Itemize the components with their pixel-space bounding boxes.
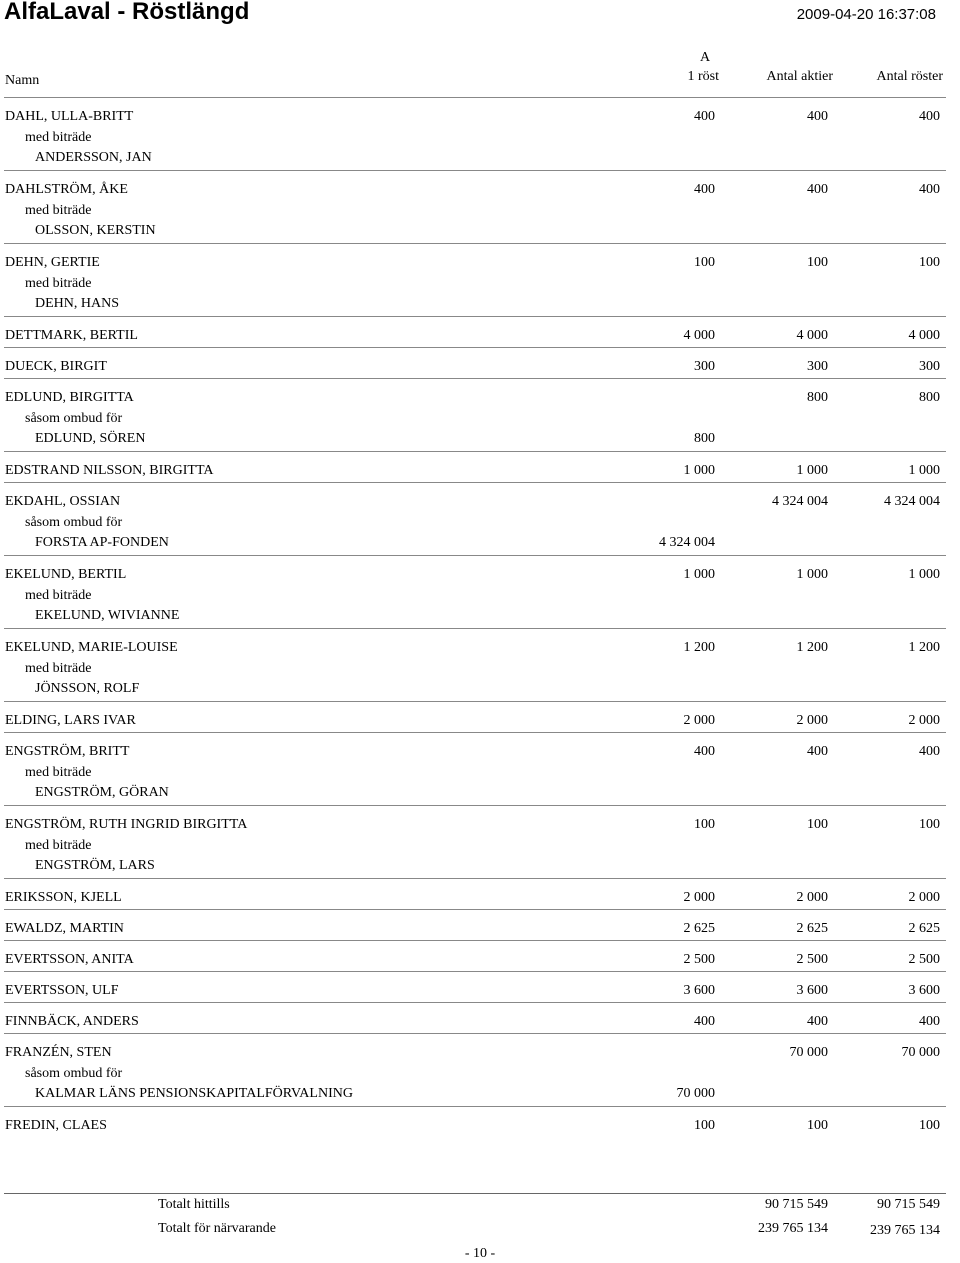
antal-aktier-value: 4 000 xyxy=(796,328,828,343)
total-sofar-shares: 90 715 549 xyxy=(765,1197,828,1212)
column-header-antal-aktier: Antal aktier xyxy=(766,69,833,84)
antal-aktier-value: 400 xyxy=(807,182,828,197)
row-divider xyxy=(4,878,946,879)
antal-aktier-value: 400 xyxy=(807,109,828,124)
antal-roster-value: 300 xyxy=(919,359,940,374)
antal-roster-value: 70 000 xyxy=(901,1045,940,1060)
holder-name: FRANZÉN, STEN xyxy=(5,1045,112,1060)
holder-name: DAHLSTRÖM, ÅKE xyxy=(5,182,128,197)
antal-aktier-value: 2 500 xyxy=(796,952,828,967)
holder-name: DETTMARK, BERTIL xyxy=(5,328,138,343)
row-divider xyxy=(4,971,946,972)
row-divider xyxy=(4,451,946,452)
antal-roster-value: 400 xyxy=(919,109,940,124)
antal-aktier-value: 1 200 xyxy=(796,640,828,655)
antal-roster-value: 100 xyxy=(919,255,940,270)
holder-name: FREDIN, CLAES xyxy=(5,1118,107,1133)
representation-role: med biträde xyxy=(25,661,92,676)
column-header-1-rost: 1 röst xyxy=(687,69,719,84)
row-divider xyxy=(4,1106,946,1107)
row-divider xyxy=(4,316,946,317)
representation-role: såsom ombud för xyxy=(25,1066,123,1081)
row-divider xyxy=(4,940,946,941)
page-title: AlfaLaval - Röstlängd xyxy=(4,0,250,25)
antal-aktier-value: 70 000 xyxy=(789,1045,828,1060)
a-1-rost-value: 2 625 xyxy=(683,921,715,936)
antal-roster-value: 3 600 xyxy=(908,983,940,998)
represented-name: FORSTA AP-FONDEN xyxy=(35,535,169,550)
a-1-rost-value: 3 600 xyxy=(683,983,715,998)
represented-name: OLSSON, KERSTIN xyxy=(35,223,156,238)
represented-name: KALMAR LÄNS PENSIONSKAPITALFÖRVALNING xyxy=(35,1086,353,1101)
antal-roster-value: 800 xyxy=(919,390,940,405)
a-1-rost-value: 100 xyxy=(694,817,715,832)
antal-roster-value: 2 000 xyxy=(908,713,940,728)
row-divider xyxy=(4,909,946,910)
antal-aktier-value: 100 xyxy=(807,817,828,832)
represented-name: EDLUND, SÖREN xyxy=(35,431,146,446)
page-number: - 10 - xyxy=(464,1246,496,1261)
row-divider xyxy=(4,378,946,379)
antal-aktier-value: 2 000 xyxy=(796,713,828,728)
holder-name: EVERTSSON, ULF xyxy=(5,983,119,998)
row-divider xyxy=(4,482,946,483)
a-1-rost-value: 400 xyxy=(694,109,715,124)
antal-roster-value: 400 xyxy=(919,182,940,197)
represented-a-1-rost-value: 800 xyxy=(694,431,715,446)
antal-aktier-value: 100 xyxy=(807,255,828,270)
column-header-a: A xyxy=(700,50,711,65)
row-divider xyxy=(4,1002,946,1003)
a-1-rost-value: 2 000 xyxy=(683,890,715,905)
a-1-rost-value: 2 000 xyxy=(683,713,715,728)
holder-name: EVERTSSON, ANITA xyxy=(5,952,134,967)
holder-name: EKELUND, BERTIL xyxy=(5,567,127,582)
a-1-rost-value: 1 000 xyxy=(683,567,715,582)
holder-name: ENGSTRÖM, BRITT xyxy=(5,744,130,759)
antal-aktier-value: 2 000 xyxy=(796,890,828,905)
a-1-rost-value: 1 200 xyxy=(683,640,715,655)
row-divider xyxy=(4,555,946,556)
antal-roster-value: 4 324 004 xyxy=(884,494,940,509)
a-1-rost-value: 300 xyxy=(694,359,715,374)
holder-name: DAHL, ULLA-BRITT xyxy=(5,109,134,124)
holder-name: FINNBÄCK, ANDERS xyxy=(5,1014,139,1029)
holder-name: ENGSTRÖM, RUTH INGRID BIRGITTA xyxy=(5,817,248,832)
representation-role: med biträde xyxy=(25,838,92,853)
holder-name: EDLUND, BIRGITTA xyxy=(5,390,134,405)
holder-name: DEHN, GERTIE xyxy=(5,255,100,270)
antal-aktier-value: 800 xyxy=(807,390,828,405)
represented-name: EKELUND, WIVIANNE xyxy=(35,608,180,623)
header-divider xyxy=(4,97,946,98)
antal-roster-value: 400 xyxy=(919,1014,940,1029)
represented-a-1-rost-value: 70 000 xyxy=(676,1086,715,1101)
antal-roster-value: 2 000 xyxy=(908,890,940,905)
represented-name: JÖNSSON, ROLF xyxy=(35,681,140,696)
holder-name: ELDING, LARS IVAR xyxy=(5,713,136,728)
row-divider xyxy=(4,347,946,348)
total-present-votes: 239 765 134 xyxy=(870,1223,940,1238)
row-divider xyxy=(4,628,946,629)
antal-aktier-value: 1 000 xyxy=(796,463,828,478)
row-divider xyxy=(4,701,946,702)
antal-roster-value: 400 xyxy=(919,744,940,759)
total-sofar-label: Totalt hittills xyxy=(158,1197,230,1212)
antal-roster-value: 100 xyxy=(919,1118,940,1133)
representation-role: såsom ombud för xyxy=(25,411,123,426)
representation-role: med biträde xyxy=(25,276,92,291)
holder-name: ERIKSSON, KJELL xyxy=(5,890,122,905)
antal-roster-value: 2 625 xyxy=(908,921,940,936)
representation-role: med biträde xyxy=(25,588,92,603)
total-present-label: Totalt för närvarande xyxy=(158,1221,276,1236)
row-divider xyxy=(4,732,946,733)
represented-name: DEHN, HANS xyxy=(35,296,119,311)
row-divider xyxy=(4,1033,946,1034)
represented-name: ENGSTRÖM, GÖRAN xyxy=(35,785,169,800)
representation-role: såsom ombud för xyxy=(25,515,123,530)
totals-divider xyxy=(4,1193,946,1194)
a-1-rost-value: 400 xyxy=(694,182,715,197)
representation-role: med biträde xyxy=(25,765,92,780)
row-divider xyxy=(4,243,946,244)
report-datetime: 2009-04-20 16:37:08 xyxy=(796,6,936,23)
antal-aktier-value: 3 600 xyxy=(796,983,828,998)
antal-roster-value: 2 500 xyxy=(908,952,940,967)
row-divider xyxy=(4,170,946,171)
represented-name: ANDERSSON, JAN xyxy=(35,150,152,165)
antal-aktier-value: 2 625 xyxy=(796,921,828,936)
a-1-rost-value: 4 000 xyxy=(683,328,715,343)
column-header-antal-roster: Antal röster xyxy=(876,69,943,84)
holder-name: EWALDZ, MARTIN xyxy=(5,921,124,936)
represented-a-1-rost-value: 4 324 004 xyxy=(659,535,715,550)
a-1-rost-value: 1 000 xyxy=(683,463,715,478)
antal-roster-value: 1 000 xyxy=(908,567,940,582)
antal-roster-value: 1 200 xyxy=(908,640,940,655)
antal-aktier-value: 300 xyxy=(807,359,828,374)
antal-roster-value: 1 000 xyxy=(908,463,940,478)
antal-roster-value: 100 xyxy=(919,817,940,832)
a-1-rost-value: 400 xyxy=(694,1014,715,1029)
a-1-rost-value: 2 500 xyxy=(683,952,715,967)
column-header-name: Namn xyxy=(5,73,40,88)
a-1-rost-value: 100 xyxy=(694,1118,715,1133)
antal-aktier-value: 400 xyxy=(807,744,828,759)
holder-name: DUECK, BIRGIT xyxy=(5,359,107,374)
holder-name: EKELUND, MARIE-LOUISE xyxy=(5,640,178,655)
a-1-rost-value: 100 xyxy=(694,255,715,270)
total-present-shares: 239 765 134 xyxy=(758,1221,828,1236)
a-1-rost-value: 400 xyxy=(694,744,715,759)
antal-roster-value: 4 000 xyxy=(908,328,940,343)
holder-name: EDSTRAND NILSSON, BIRGITTA xyxy=(5,463,214,478)
antal-aktier-value: 400 xyxy=(807,1014,828,1029)
antal-aktier-value: 100 xyxy=(807,1118,828,1133)
total-sofar-votes: 90 715 549 xyxy=(877,1197,940,1212)
representation-role: med biträde xyxy=(25,130,92,145)
holder-name: EKDAHL, OSSIAN xyxy=(5,494,121,509)
represented-name: ENGSTRÖM, LARS xyxy=(35,858,155,873)
row-divider xyxy=(4,805,946,806)
antal-aktier-value: 4 324 004 xyxy=(772,494,828,509)
antal-aktier-value: 1 000 xyxy=(796,567,828,582)
representation-role: med biträde xyxy=(25,203,92,218)
